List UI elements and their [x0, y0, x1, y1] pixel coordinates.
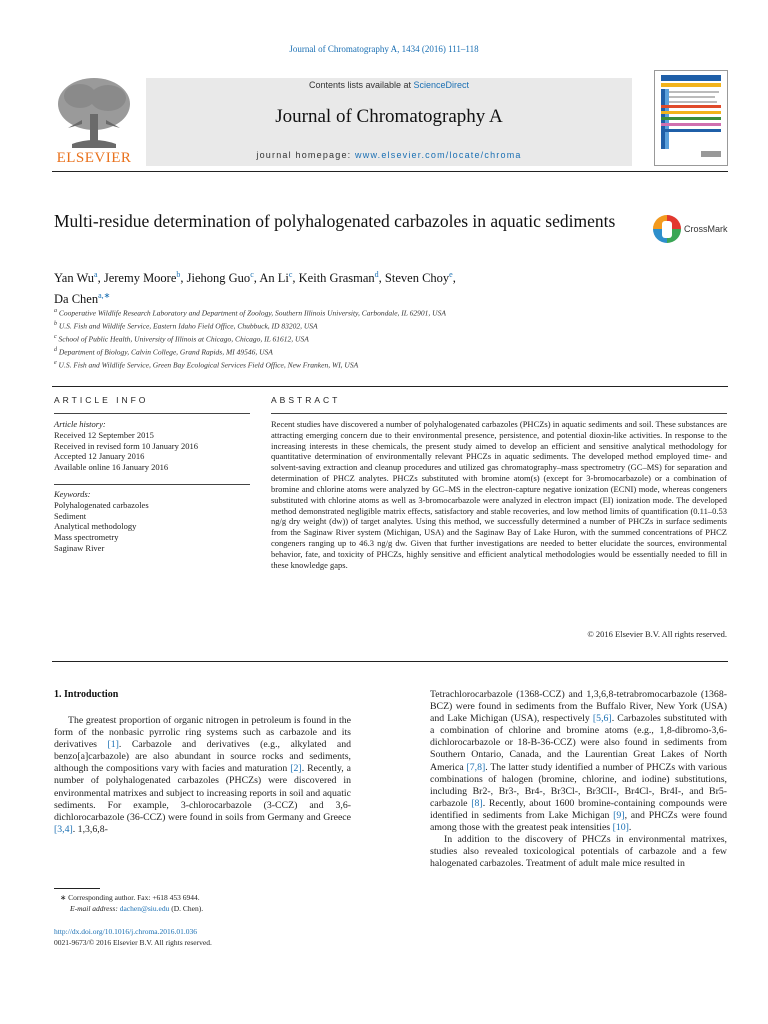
affiliation-list	[54, 306, 654, 371]
intro-paragraph-2: In addition to the discovery of PHCZs in environmental matrixes, studies also revealed toxicological potentials of carbazole and a few halogenated carbazoles. Treatment of adult male mice resulted in	[430, 834, 727, 870]
sciencedirect-link[interactable]: ScienceDirect	[413, 80, 470, 90]
author-list	[54, 266, 674, 308]
paragraph-text: . Recently, a number of polyhalogenated carbazoles (PHCZs) were discovered in environmental matrixes and subject to increasing reports in soil and aquatic sediments. For example, 3-chlorocarbazole (3-CCZ) and 3,6-dichlorocarbazole (36-CCZ) were found in soils from Germany and Greece	[54, 763, 351, 823]
doi-link[interactable]: http://dx.doi.org/10.1016/j.chroma.2016.01.036	[54, 927, 197, 936]
paragraph-text: . Recently, about 1600 bromine-containing compounds were identified in sediments from Lake Michigan	[430, 797, 727, 821]
introduction-heading: 1. Introduction	[54, 689, 119, 700]
homepage-link[interactable]: www.elsevier.com/locate/chroma	[355, 150, 522, 160]
affiliation-text: Cooperative Wildlife Research Laboratory and Department of Zoology, Southern Illinois University, Carbondale, IL 62901, USA	[58, 308, 446, 318]
keywords-label: Keywords:	[54, 489, 91, 499]
keywords	[54, 489, 250, 554]
author-name[interactable]: Yan Wu	[54, 271, 95, 286]
history-entry: Accepted 12 January 2016	[54, 451, 145, 462]
crossmark-badge[interactable]	[652, 212, 732, 246]
journal-reference[interactable]: Journal of Chromatography A, 1434 (2016) 111–118	[289, 44, 479, 54]
affiliation-text: Department of Biology, Calvin College, Grand Rapids, MI 49546, USA	[58, 347, 273, 357]
affiliation-text: U.S. Fish and Wildlife Service, Eastern Idaho Field Office, Chubbuck, ID 83202, USA	[58, 321, 318, 331]
keyword: Polyhalogenated carbazoles	[54, 499, 149, 510]
history-entry: Received 12 September 2015	[54, 429, 154, 440]
homepage-line	[146, 150, 632, 160]
author-name[interactable]: Keith Grasman	[298, 271, 375, 286]
affiliation-text: School of Public Health, University of Illinois at Chicago, Chicago, IL 61612, USA	[58, 334, 309, 344]
body-rule	[52, 661, 728, 662]
email-note	[70, 904, 370, 914]
issn-line: 0021-9673/© 2016 Elsevier B.V. All rights reserved.	[54, 938, 212, 947]
affiliation-marker: d	[54, 347, 57, 353]
abstract-text: Recent studies have discovered a number of polyhalogenated carbazoles (PHCZs) in aquatic sediments and soil. These substances are attracting emerging concern due to their environmental presence, persistence, and potential dioxin-like activities. In response to the increasing interests in these chemicals, the present study aimed to develop an efficient and sensitive analytical methodology for quantitative determination of environmentally relevant PHCZs in aquatic sediments. The developed method employed time- and solvent-saving extraction and cleanup procedures and utilized gas chromatography–mass spectrometry (GC–MS) for separation and determination of PHCZ analytes. PHCZs substituted with bromine atom(s) (except for 3-bromocarbazole) or a combination of bromine and chlorine atoms were analyzed by GC–MS in the electron-capture negative ionization (ECNI) mode, whereas congeners substituted with chlorine atoms as well as 3-bromocarbazole were analyzed in electron impact (EI) ionization mode. The developed method demonstrated negligible matrix effects, satisfactory and stable recoveries, and low method limits of quantification (0.11–0.53 ng/g dry weight (dw)) of target analytes. Using this method, we successfully determined a number of PHCZs in surface sediments from the Saginaw River system (Michigan, USA) and the Saginaw Bay of Lake Huron, with the summed concentrations of PHCZ congeners ranging up to 46.3 ng/g dw. Given that further investigations are needed to better elucidate the sources, environmental behavior, fate, and toxicity of PHCZs, highly sensitive and efficient analytical methodologies would be essentially needed to fill in these knowledge gaps.	[271, 419, 727, 570]
author-affiliation-marker[interactable]: a	[94, 270, 98, 279]
paragraph-text: . The latter study identified a number of PHCZs with various combinations of halogen (bromine, chlorine, and iodine) substitutions, including Br2-, Br3-, Br4-, Br3Cl-, Br3ClI-, Br4Cl-, Br4I-, and Br5-carbazole	[430, 761, 727, 809]
author-name[interactable]: Jiehong Guo	[186, 271, 251, 286]
article-history	[54, 419, 250, 473]
journal-banner	[146, 78, 632, 166]
paper-title: Multi-residue determination of polyhalogenated carbazoles in aquatic sediments	[54, 211, 616, 231]
paragraph-text: The greatest proportion of organic nitrogen in petroleum is found in the form of the nonbasic pyrrolic ring systems such as carbazole and its derivatives	[54, 715, 351, 751]
author-name[interactable]: Jeremy Moore	[103, 271, 177, 286]
corresponding-author-note: ∗ Corresponding author. Fax: +618 453 6944.	[60, 893, 200, 902]
citation-link[interactable]: [9]	[613, 809, 625, 821]
citation-link[interactable]: [8]	[471, 797, 483, 809]
affiliation-marker: b	[54, 321, 57, 327]
keywords-rule	[54, 484, 250, 485]
author-separator: ,	[253, 271, 260, 286]
author-affiliation-marker[interactable]: c	[288, 270, 293, 279]
intro-paragraph-1	[54, 715, 351, 836]
abstract-subrule	[271, 413, 727, 414]
email-suffix: (D. Chen).	[169, 904, 204, 913]
affiliation-text: U.S. Fish and Wildlife Service, Green Bay Ecological Services Field Office, New Franken, WI, USA	[58, 360, 359, 370]
publisher-name: ELSEVIER	[56, 150, 132, 166]
citation-link[interactable]: [2]	[290, 763, 302, 775]
history-entry: Received in revised form 10 January 2016	[54, 440, 198, 451]
keyword: Sediment	[54, 510, 87, 521]
copyright-notice: © 2016 Elsevier B.V. All rights reserved.	[587, 629, 727, 639]
intro-paragraph-continued	[430, 689, 727, 834]
history-label: Article history:	[54, 419, 106, 429]
history-entry: Available online 16 January 2016	[54, 462, 169, 473]
crossmark-label: CrossMark	[684, 224, 728, 234]
right-column	[430, 689, 727, 870]
paragraph-text: . 1,3,6,8-	[72, 823, 108, 835]
paragraph-text: Tetrachlorocarbazole (1368-CCZ) and 1,3,6,8-tetrabromocarbazole (1368-BCZ) were found in sediments from the Buffalo River, New York (USA) and Lake Michigan (USA), respectively	[430, 689, 727, 725]
keyword: Analytical methodology	[54, 521, 137, 532]
author-name[interactable]: Steven Choy	[384, 271, 450, 286]
keyword: Saginaw River	[54, 542, 105, 553]
keyword: Mass spectrometry	[54, 532, 119, 543]
author-affiliation-marker[interactable]: a,∗	[98, 291, 111, 301]
citation-link[interactable]: [7,8]	[466, 761, 486, 773]
paragraph-text: .	[628, 822, 632, 834]
citation-link[interactable]: [10]	[612, 822, 629, 834]
author-name[interactable]: An Li	[259, 271, 289, 286]
author-separator: ,	[292, 271, 299, 286]
contents-prefix: Contents lists available at	[308, 80, 414, 90]
paragraph-text: , and PHCZs were found among those with the greatest peak intensities	[430, 809, 727, 834]
email-link[interactable]: dachen@siu.edu	[119, 904, 170, 913]
left-column	[54, 715, 351, 836]
author-separator: ,	[452, 271, 456, 286]
affiliation	[54, 345, 654, 358]
author-separator: ,	[378, 271, 385, 286]
homepage-prefix: journal homepage:	[256, 150, 356, 160]
citation-link[interactable]: [3,4]	[54, 823, 73, 835]
author-affiliation-marker[interactable]: c	[250, 270, 254, 279]
citation-link[interactable]: [5,6]	[592, 713, 612, 725]
author-separator: ,	[97, 271, 104, 286]
abstract-heading: ABSTRACT	[271, 395, 341, 405]
affiliation	[54, 332, 654, 345]
citation-link[interactable]: [1]	[107, 739, 119, 751]
author-separator: ,	[180, 271, 187, 286]
affiliation	[54, 319, 654, 332]
article-info-heading: ARTICLE INFO	[54, 395, 149, 405]
journal-masthead	[52, 70, 728, 166]
author-name[interactable]: Da Chen	[54, 292, 99, 307]
affiliation-marker: a	[54, 308, 57, 314]
contents-line	[146, 80, 632, 90]
paragraph-text: . Carbazole and derivatives (e.g., alkylated and benzo[a]carbazole) are also abundant in source rocks and sediments, although the compositions vary with facies and maturation	[54, 739, 351, 775]
author-affiliation-marker[interactable]: e	[449, 270, 453, 279]
info-subrule	[54, 413, 250, 414]
author-affiliation-marker[interactable]: d	[374, 270, 379, 279]
crossmark-icon	[652, 212, 682, 246]
author-affiliation-marker[interactable]: b	[176, 270, 181, 279]
affiliation-marker: c	[54, 334, 57, 340]
journal-title: Journal of Chromatography A	[275, 106, 503, 127]
affiliation	[54, 358, 654, 371]
footnote-rule	[54, 888, 100, 889]
affiliation-marker: e	[54, 360, 57, 366]
header-rule	[52, 171, 728, 172]
affiliation	[54, 306, 654, 319]
paragraph-text: . Carbazoles substituted with a combination of chlorine and bromine atoms (e.g., 1,8-dibromo-3,6-dichlorocarbazole or 18-B-36-CCZ) were also found in sediments from Southern Ontario, Canada, and the Laurentian Great Lakes of North America	[430, 713, 727, 773]
journal-cover-thumbnail[interactable]	[654, 70, 728, 166]
email-label: E-mail address:	[70, 904, 120, 913]
info-rule-left-top	[52, 386, 728, 387]
